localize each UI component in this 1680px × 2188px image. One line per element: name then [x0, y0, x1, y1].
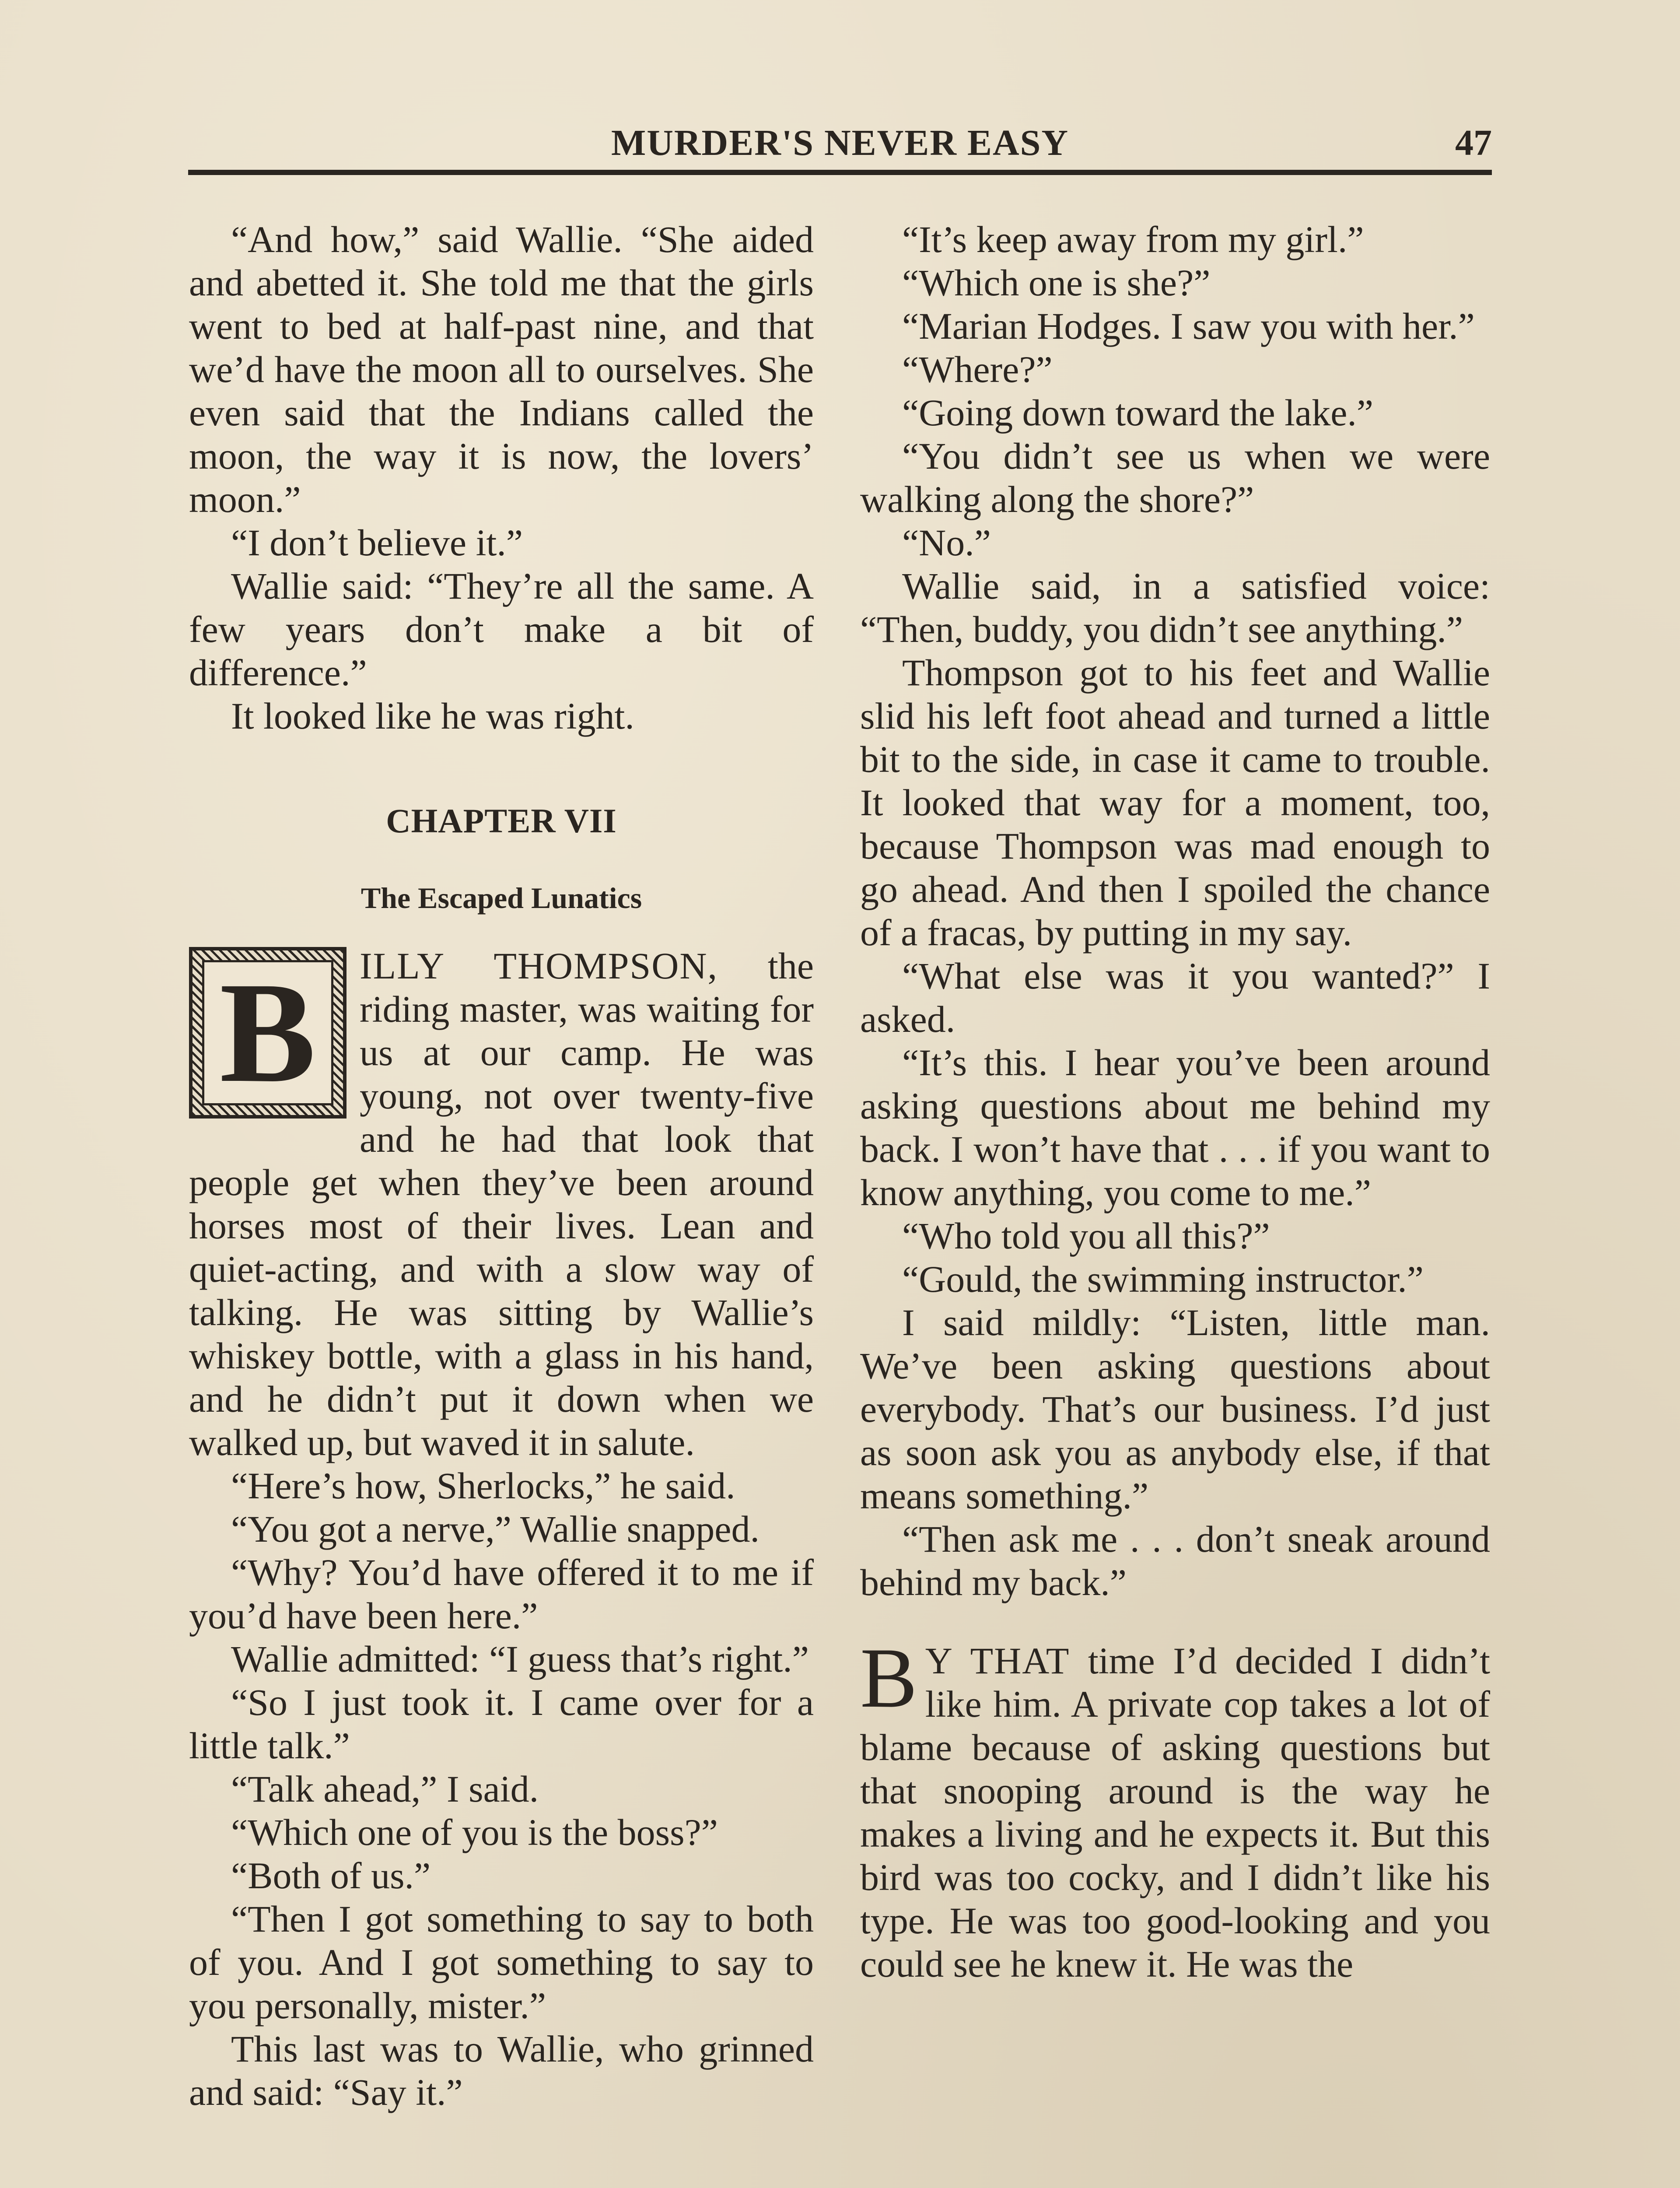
- page-number: 47: [1455, 123, 1492, 163]
- paragraph: “Here’s how, Sherlocks,” he said.: [231, 1465, 735, 1507]
- paragraph: “Which one is she?”: [902, 262, 1211, 304]
- opening-lead-text: ILLY THOMPSON,: [360, 945, 718, 987]
- paragraph: “Then ask me . . . don’t sneak around behind my back.”: [860, 1518, 1490, 1603]
- paragraph: “You got a nerve,” Wallie snapped.: [231, 1508, 760, 1550]
- paragraph: “Who told you all this?”: [902, 1215, 1270, 1257]
- paragraph: “You didn’t see us when we were walking along the shore?”: [860, 435, 1490, 520]
- chapter-subtitle: The Escaped Lunatics: [360, 881, 642, 915]
- drop-cap-letter: B: [219, 953, 316, 1112]
- paragraph: “Then I got something to say to both of you. And I got something to say to you personally, mister.”: [189, 1898, 814, 2027]
- paragraph: Wallie said, in a satisfied voice: “Then, buddy, you didn’t see anything.”: [860, 565, 1490, 650]
- header-rule: [188, 170, 1492, 175]
- section-opening-paragraph: [860, 1630, 1490, 1986]
- section-lead-text: Y THAT: [925, 1640, 1070, 1682]
- paragraph: This last was to Wallie, who grinned and said: “Say it.”: [189, 2028, 814, 2113]
- paragraph: “So I just took it. I came over for a little talk.”: [189, 1681, 814, 1767]
- chapter-heading: CHAPTER VII: [386, 802, 617, 840]
- paragraph: Wallie admitted: “I guess that’s right.”: [231, 1638, 809, 1680]
- section-body-text: time I’d decided I didn’t like him. A private cop takes a lot of blame because of asking questions but that snooping around is the way he makes a living and he expects it. But this bird was too cocky, and I didn’t like his type. He was too good-looking and you could see he knew it. He was the: [860, 1640, 1490, 1985]
- section-break: [860, 1604, 1490, 1639]
- drop-cap-frame: [202, 953, 333, 1112]
- paragraph: “No.”: [902, 522, 991, 564]
- paragraph: “And how,” said Wallie. “She aided and abetted it. She told me that the girls went to bed at half-past nine, and that we’d have the moon all to ourselves. She even said that the Indians called the moon, the way it is now, the lovers’ moon.”: [189, 218, 814, 520]
- paragraph: “Going down toward the lake.”: [902, 392, 1374, 434]
- paragraph: “What else was it you wanted?” I asked.: [860, 955, 1490, 1040]
- paragraph: “Gould, the swimming instructor.”: [902, 1258, 1424, 1300]
- right-column: [860, 218, 1490, 1986]
- paragraph: Thompson got to his feet and Wallie slid his left foot ahead and turned a little bit to the side, in case it came to trouble. It looked that way for a moment, too, because Thompson was mad enough to go ahead. And then I spoiled the chance of a fracas, by putting in my say.: [860, 652, 1490, 954]
- chapter-opening-paragraph: [189, 944, 814, 1464]
- left-column: [189, 218, 814, 2114]
- opening-body-text: the riding master, was waiting for us at our camp. He was young, not over twenty-five and he had that look that people get when they’ve been around horses most of their lives. Lean and quiet-acting, and with a slow way of talking. He was sitting by Wallie’s whiskey bottle, with a glass in his hand, and he didn’t put it down when we walked up, but waved it in salute.: [189, 945, 814, 1463]
- running-title: MURDER'S NEVER EASY: [611, 123, 1069, 163]
- paragraph: “It’s this. I hear you’ve been around asking questions about me behind my back. I won’t have that . . . if you want to know anything, you come to me.”: [860, 1041, 1490, 1213]
- paragraph: “I don’t believe it.”: [231, 522, 523, 564]
- paragraph: “Marian Hodges. I saw you with her.”: [902, 305, 1475, 347]
- running-header: [188, 117, 1492, 170]
- paragraph: “Both of us.”: [231, 1855, 431, 1897]
- paragraph: “Which one of you is the boss?”: [231, 1811, 718, 1853]
- paragraph: “Why? You’d have offered it to me if you’d have been here.”: [189, 1551, 814, 1637]
- paragraph: “It’s keep away from my girl.”: [902, 218, 1364, 260]
- paragraph: “Talk ahead,” I said.: [231, 1768, 539, 1810]
- ornamental-drop-cap: [189, 947, 346, 1119]
- paragraph: Wallie said: “They’re all the same. A few years don’t make a bit of difference.”: [189, 565, 814, 694]
- section-initial-letter: B: [860, 1630, 917, 1725]
- paragraph: It looked like he was right.: [231, 695, 634, 737]
- paragraph: “Where?”: [902, 348, 1053, 390]
- paragraph: I said mildly: “Listen, little man. We’ve been asking questions about everybody. That’s our business. I’d just as soon ask you as anybody else, if that means something.”: [860, 1301, 1490, 1517]
